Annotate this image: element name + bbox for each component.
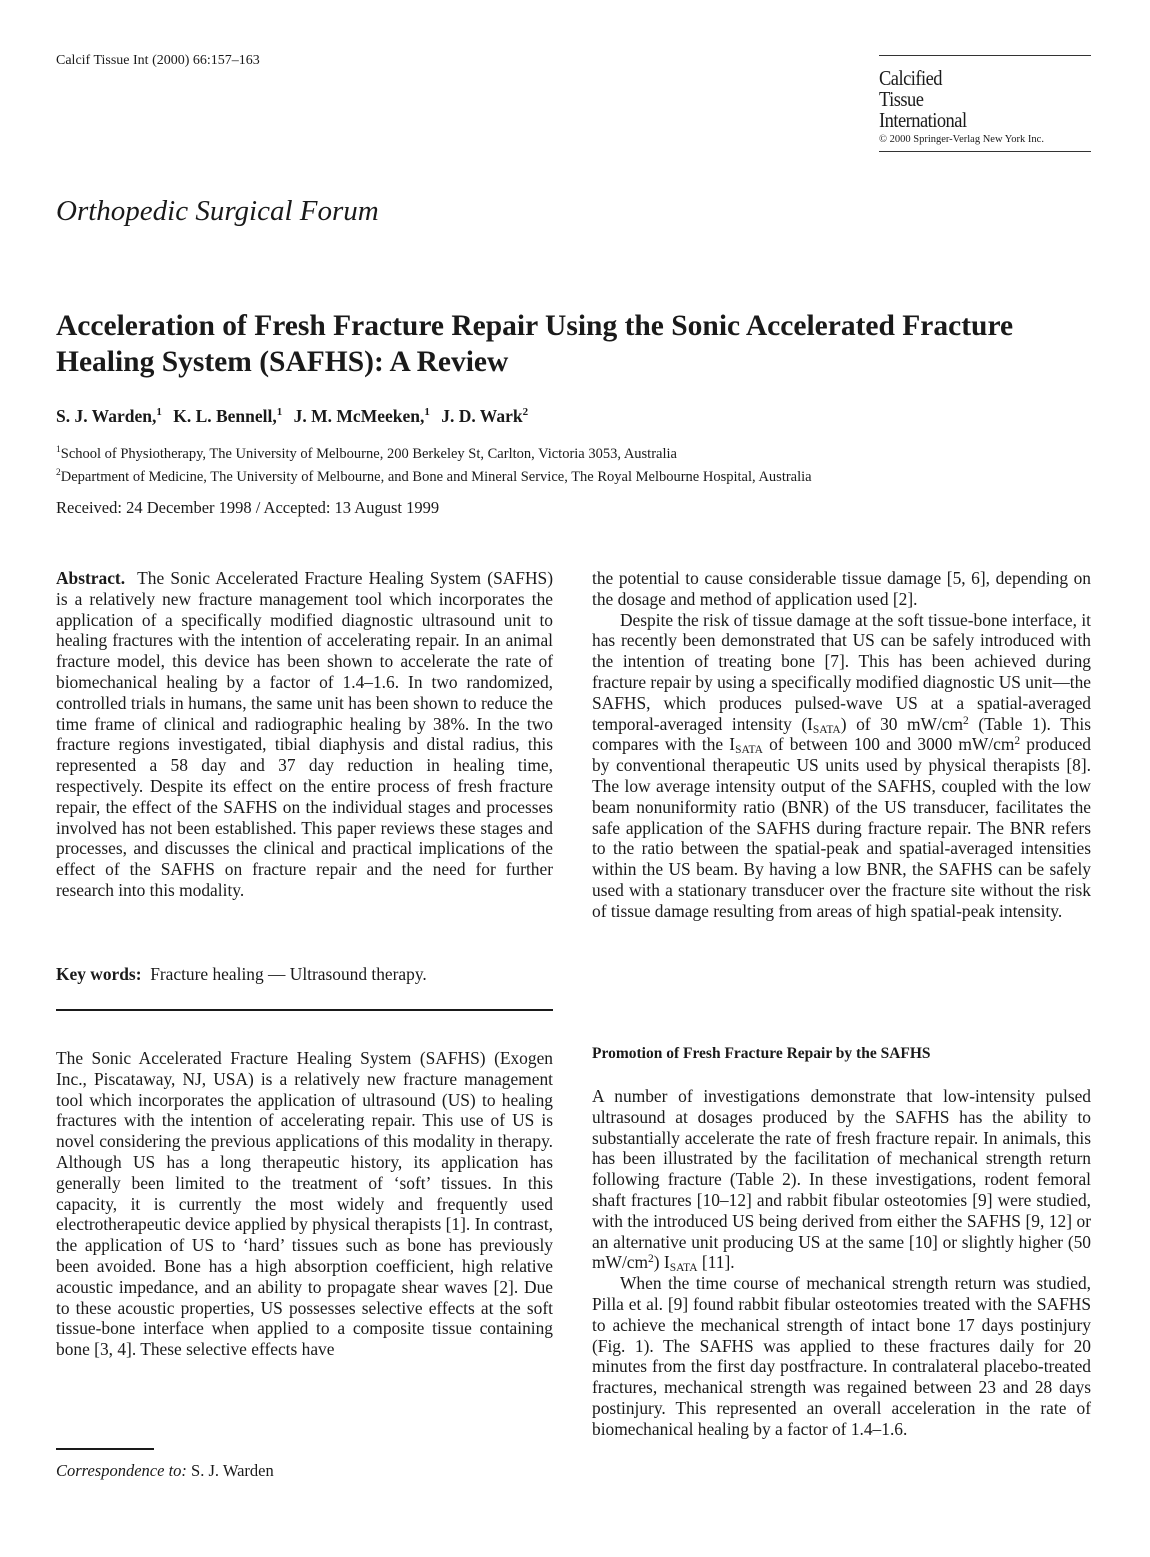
- text-run: Despite the risk of tissue damage at the soft tissue-bone interface, it has recently been demonstrated that US can be safely introduced with the intention of treating bone [7]. This has been achieved during fracture repair by using a specifically modified diagnostic US unit—the SAFHS, which produces pulsed-wave US at a spatial-averaged temporal-averaged intensity (I: [592, 609, 1091, 734]
- right-column-lower: [592, 1086, 1091, 1440]
- forum-heading: Orthopedic Surgical Forum: [56, 195, 379, 227]
- right-column-upper: [592, 568, 1091, 922]
- superscript: 2: [963, 714, 969, 727]
- keywords-label: Key words:: [56, 964, 142, 984]
- superscript: 2: [1014, 735, 1021, 748]
- author-name: J. D. Wark: [441, 406, 523, 426]
- abstract: [56, 568, 553, 901]
- superscript: 2: [648, 1253, 654, 1266]
- journal-citation: Calcif Tissue Int (2000) 66:157–163: [56, 53, 260, 68]
- affiliation-number: 1: [56, 445, 61, 455]
- paragraph-continued: the potential to cause considerable tissue damage [5, 6], depending on the dosage and method of application used [2].: [592, 568, 1091, 609]
- affiliation: [56, 441, 812, 464]
- author-affiliation-mark: 1: [156, 406, 162, 419]
- footnote-divider: [56, 1448, 154, 1450]
- affiliation-text: Department of Medicine, The University of Melbourne, and Bone and Mineral Service, The Royal Melbourne Hospital, Australia: [60, 468, 812, 485]
- paragraph-safhs-intensity: [592, 610, 1091, 922]
- journal-logo: [879, 55, 1091, 152]
- abstract-text: The Sonic Accelerated Fracture Healing System (SAFHS) is a relatively new fracture management tool which incorporates the application of a specifically modified diagnostic ultrasound unit to healing fractures with the intention of accelerating repair. In an animal fracture model, this device has been shown to accelerate the rate of biomechanical healing by a factor of 1.4–1.6. In two randomized, controlled trials in humans, the same unit has been shown to reduce the time frame of clinical and radiographic healing by 38%. In the two fracture regions investigated, tibial diaphysis and distal radius, this represented a 58 day and 37 day reduction in healing time, respectively. Despite its effect on the entire process of fresh fracture repair, the effect of the SAFHS on the individual stages and processes involved has not been established. This paper reviews these stages and processes, and discusses the clinical and practical implications of the effect of the SAFHS on fracture repair and the need for further research into this modality.: [56, 568, 553, 900]
- intro-text: The Sonic Accelerated Fracture Healing System (SAFHS) (Exogen Inc., Piscataway, NJ, USA) is a relatively new fracture management tool which incorporates the application of ultrasound (US) to healing fractures with the intention of accelerating repair. This use of US is novel considering the previous applications of this modality in therapy. Although US has a long therapeutic history, its application has generally been limited to the treatment of ‘soft’ tissues. In this capacity, it is currently the most widely and frequently used electrotherapeutic device applied by physical therapists [1]. In contrast, the application of US to ‘hard’ tissues such as bone has previously been avoided. Bone has a high absorption coefficient, high relative acoustic impedance, and an ability to propagate shear waves [2]. Due to these acoustic properties, US possesses selective effects at the soft tissue-bone interface when applied to a composite tissue containing bone [3, 4]. These selective effects have: [56, 1048, 553, 1360]
- abstract-block: [56, 568, 553, 901]
- correspondence-label: Correspondence to:: [56, 1461, 187, 1480]
- correspondence-name: S. J. Warden: [191, 1461, 274, 1480]
- author-name: J. M. McMeeken,: [293, 406, 425, 426]
- journal-logo-line-3: International: [879, 108, 967, 132]
- paragraph-animal-studies: [592, 1086, 1091, 1273]
- abstract-divider: [56, 1009, 553, 1011]
- author-affiliation-mark: 1: [276, 406, 283, 419]
- author: [441, 406, 528, 426]
- author-list: [56, 406, 535, 427]
- author-name: K. L. Bennell,: [173, 406, 277, 426]
- text-run: ) of 30 mW/cm: [840, 713, 964, 734]
- text-run: A number of investigations demonstrate that low-intensity pulsed ultrasound at dosages produced by the SAFHS has the ability to substantially accelerate the rate of fresh fracture repair. In animals, this has been illustrated by the facilitation of mechanical strength return following fracture (Table 2). In these investigations, rodent femoral shaft fractures [10–12] and rabbit fibular osteotomies [9] were studied, with the introduced US being derived from either the SAFHS [9, 12] or an alternative unit producing US at the same [10] or slightly higher (50 mW/cm: [592, 1086, 1091, 1273]
- journal-logo-line-2: Tissue: [879, 87, 924, 111]
- author: [173, 406, 282, 426]
- text-run: (Table 1). This compares with the I: [592, 713, 1091, 755]
- author-affiliation-mark: 2: [522, 406, 529, 419]
- text-run: ) I: [653, 1252, 670, 1273]
- correspondence: [56, 1461, 274, 1481]
- article-title: Acceleration of Fresh Fracture Repair Using the Sonic Accelerated Fracture Healing System (SAFHS): A Review: [56, 310, 1014, 378]
- affiliation: [56, 464, 812, 487]
- subscript: SATA: [735, 744, 763, 757]
- text-run: produced by conventional therapeutic US units used by physical therapists [8]. The low average intensity output of the SAFHS, coupled with the low beam nonuniformity ratio (BNR) of the US transducer, facilitates the safe application of the SAFHS during fracture repair. The BNR refers to the ratio between the spatial-peak and spatial-averaged intensities within the US beam. By having a low BNR, the SAFHS can be safely used with a stationary transducer over the fracture site without the risk of tissue damage resulting from areas of high spatial-peak intensity.: [592, 734, 1091, 921]
- abstract-label: Abstract.: [56, 568, 126, 588]
- intro-paragraph: [56, 1048, 553, 1360]
- copyright-notice: © 2000 Springer-Verlag New York Inc.: [879, 134, 1044, 145]
- paragraph-time-course: When the time course of mechanical strength return was studied, Pilla et al. [9] found rabbit fibular osteotomies treated with the SAFHS to achieve the mechanical strength of intact bone 17 days postinjury (Fig. 1). The SAFHS was applied to these fractures daily for 20 minutes from the first day postfracture. In contralateral placebo-treated fractures, mechanical strength was regained between 23 and 28 days postinjury. This represented an overall acceleration in the rate of biomechanical healing by a factor of 1.4–1.6.: [592, 1273, 1091, 1439]
- author-affiliation-mark: 1: [424, 406, 430, 419]
- author: [294, 406, 430, 426]
- section-heading: Promotion of Fresh Fracture Repair by the SAFHS: [592, 1045, 931, 1062]
- subscript: SATA: [669, 1262, 698, 1275]
- text-run: of between 100 and 3000 mW/cm: [762, 734, 1015, 755]
- affiliation-number: 2: [56, 467, 61, 478]
- affiliations: [56, 441, 812, 487]
- author: [56, 406, 162, 426]
- affiliation-text: School of Physiotherapy, The University of Melbourne, 200 Berkeley St, Carlton, Victoria 3053, Australia: [60, 445, 677, 462]
- text-run: [11].: [697, 1252, 735, 1273]
- journal-logo-line-1: Calcified: [879, 66, 942, 90]
- keywords-text: Fracture healing — Ultrasound therapy.: [150, 964, 427, 984]
- keywords: [56, 964, 553, 985]
- subscript: SATA: [812, 723, 841, 736]
- received-dates: Received: 24 December 1998 / Accepted: 13 August 1999: [56, 498, 440, 517]
- author-name: S. J. Warden,: [56, 406, 157, 426]
